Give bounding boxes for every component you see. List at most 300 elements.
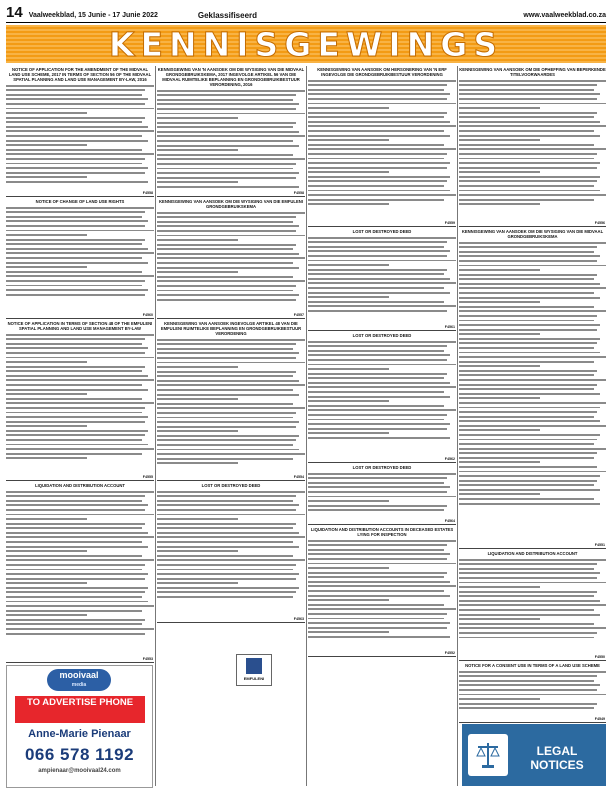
text-line (308, 509, 444, 511)
text-line (308, 553, 450, 555)
text-line (459, 388, 594, 390)
text-line (157, 564, 296, 566)
text-line (308, 241, 447, 243)
text-line (157, 235, 305, 237)
text-line (6, 98, 148, 100)
text-line (157, 371, 296, 373)
text-line (308, 162, 450, 164)
text-line (308, 581, 450, 583)
issue-date: Vaalweekblad, 15 Junie - 17 Junie 2022 (28, 12, 158, 19)
text-line (6, 347, 148, 349)
text-line (459, 320, 594, 322)
text-line (308, 350, 444, 352)
text-line (459, 180, 597, 182)
text-line (459, 489, 600, 491)
site-url[interactable]: www.vaalweekblad.co.za (523, 12, 606, 19)
legal-notice (308, 228, 456, 331)
text-line (308, 354, 450, 356)
text-line (459, 484, 594, 486)
legal-notice (308, 66, 456, 227)
notice-reference: F4559 (444, 221, 455, 225)
column-divider (306, 66, 307, 786)
text-line (308, 305, 456, 307)
text-line (157, 90, 305, 92)
notice-reference: F4558 (293, 191, 304, 195)
text-line (459, 684, 600, 686)
text-line (308, 496, 456, 498)
contact-email[interactable]: ampienaar@mooivaal24.com (38, 768, 121, 774)
text-line (157, 504, 299, 506)
text-line (6, 430, 148, 432)
text-line (6, 220, 148, 222)
notice-heading: LOST OR DESTROYED DEED (201, 483, 261, 488)
text-line (6, 172, 145, 174)
text-line (6, 121, 142, 123)
text-line (6, 591, 145, 593)
text-line (459, 586, 540, 588)
text-line (459, 242, 606, 244)
text-line (6, 230, 154, 232)
text-line (308, 121, 450, 123)
text-line (459, 379, 606, 381)
text-line (157, 299, 296, 301)
text-line (308, 139, 389, 141)
text-line (459, 356, 606, 358)
text-line (6, 546, 148, 548)
text-line (6, 407, 145, 409)
text-line (157, 417, 293, 419)
text-line (308, 386, 456, 388)
notice-reference: F4550 (594, 655, 605, 659)
text-line (308, 423, 450, 425)
text-line (6, 126, 148, 128)
text-line (459, 283, 600, 285)
notice-body-text (308, 80, 456, 206)
text-line (308, 505, 447, 507)
text-line (157, 495, 296, 497)
text-line (157, 244, 296, 246)
text-line (157, 239, 238, 241)
legal-notices-label: LEGAL NOTICES (530, 744, 584, 772)
text-line (157, 280, 305, 282)
text-line (157, 163, 296, 165)
text-line (157, 362, 305, 364)
notice-body-text (157, 212, 305, 301)
text-line (6, 402, 154, 404)
text-line (157, 573, 299, 575)
text-line (459, 352, 600, 354)
text-line (459, 707, 594, 709)
text-line (308, 237, 456, 239)
text-line (157, 135, 305, 137)
text-line (6, 94, 142, 96)
notice-body-text (157, 491, 305, 598)
text-line (459, 310, 606, 312)
text-line (308, 627, 447, 629)
text-line (459, 420, 600, 422)
legal-notice (459, 550, 606, 661)
legal-notice (459, 66, 606, 227)
notice-body-text (459, 80, 606, 206)
text-line (459, 278, 594, 280)
text-line (157, 225, 299, 227)
notice-body-text (459, 559, 606, 639)
text-line (6, 149, 142, 151)
text-line (6, 628, 154, 630)
text-line (459, 577, 597, 579)
text-line (308, 301, 444, 303)
text-line (157, 158, 305, 160)
notice-heading: NOTICE OF APPLICATION FOR THE AMENDMENT OF THE MIDVAAL LAND USE SCHEME, 2017 IN TERMS OF SECTION 56 OF THE MIDVAAL SPATIAL PLANNING AND LAND USE MANAGEMENT BY-LAW, 2016 (8, 67, 152, 82)
text-line (459, 246, 597, 248)
text-line (308, 185, 444, 187)
contact-phone[interactable]: 066 578 1192 (24, 745, 135, 764)
mooivaal-logo-sub: media (71, 682, 87, 688)
legal-notice (157, 320, 305, 481)
text-line (6, 582, 87, 584)
legal-notice (308, 332, 456, 463)
text-line (459, 80, 606, 82)
text-line (157, 444, 293, 446)
text-line (308, 255, 447, 257)
text-line (459, 637, 594, 639)
notice-heading: LIQUIDATION AND DISTRIBUTION ACCOUNT (487, 551, 578, 556)
text-line (6, 352, 145, 354)
emfuleni-logo-text: EMFULENI (243, 676, 265, 681)
mooivaal-logo-text: mooivaal (59, 670, 99, 680)
text-line (308, 359, 447, 361)
text-line (459, 199, 594, 201)
notice-body-text (308, 473, 456, 512)
text-line (459, 614, 600, 616)
text-line (6, 285, 142, 287)
text-line (6, 610, 142, 612)
text-line (459, 434, 600, 436)
text-line (308, 482, 444, 484)
text-line (459, 480, 597, 482)
text-line (459, 361, 594, 363)
text-line (459, 452, 597, 454)
banner-title: KENNISGEWINGS (108, 25, 504, 63)
legal-notice (459, 662, 606, 723)
text-line (6, 614, 87, 616)
text-line (6, 357, 154, 359)
notice-reference: F4560 (142, 313, 153, 317)
text-line (157, 140, 293, 142)
text-line (459, 623, 594, 625)
text-line (459, 342, 597, 344)
text-line (308, 84, 447, 86)
text-line (308, 608, 456, 610)
text-line (308, 112, 447, 114)
text-line (308, 292, 450, 294)
text-line (308, 282, 456, 284)
text-line (308, 260, 456, 262)
text-line (308, 269, 447, 271)
text-line (308, 544, 447, 546)
text-line (308, 89, 444, 91)
legal-notice (6, 198, 154, 319)
text-line (459, 148, 606, 150)
text-line (459, 135, 600, 137)
text-line (6, 509, 145, 511)
text-line (308, 405, 444, 407)
text-line (157, 339, 305, 341)
text-line (459, 609, 594, 611)
text-line (157, 154, 293, 156)
text-line (157, 536, 305, 538)
legal-notice (308, 464, 456, 525)
text-line (459, 176, 600, 178)
text-line (6, 421, 145, 423)
text-line (459, 675, 597, 677)
notice-body-text (308, 540, 456, 638)
text-line (6, 393, 87, 395)
text-line (6, 207, 154, 209)
notice-heading: NOTICE FOR A CONSENT USE IN TERMS OF A LAND USE SCHEME (465, 663, 600, 668)
text-line (459, 287, 606, 289)
text-line (308, 437, 450, 439)
text-line (6, 163, 142, 165)
text-line (308, 345, 447, 347)
text-line (459, 563, 597, 565)
text-line (459, 103, 606, 105)
text-line (6, 89, 145, 91)
notice-heading: NOTICE OF CHANGE OF LAND USE RIGHTS (35, 199, 125, 204)
text-line (6, 275, 154, 277)
text-line (6, 117, 145, 119)
text-line (6, 334, 154, 336)
mooivaal-logo (47, 669, 111, 691)
text-line (308, 203, 389, 205)
text-line (157, 491, 305, 493)
notice-heading: KENNISGEWING VAN AANSOEK OM HERSONERING VAN 'N ERF INGEVOLGE DIE GRONDGEBRUIKBESTUUR VERORDENING (317, 67, 447, 77)
advertise-banner: TO ADVERTISE PHONE (15, 696, 145, 723)
text-line (308, 409, 456, 411)
text-line (459, 618, 540, 620)
text-line (6, 453, 142, 455)
text-line (157, 285, 296, 287)
text-line (6, 605, 154, 607)
text-line (459, 333, 540, 335)
legal-notice (308, 526, 456, 657)
scales-of-justice-icon (468, 734, 508, 776)
notice-reference: F4554 (293, 475, 304, 479)
text-line (6, 130, 154, 132)
text-line (6, 262, 148, 264)
legal-notice (157, 198, 305, 319)
text-line (157, 113, 305, 115)
text-line (6, 444, 148, 446)
legal-notice (157, 482, 305, 623)
text-line (6, 633, 145, 635)
text-line (459, 374, 594, 376)
text-line (157, 290, 293, 292)
text-line (157, 430, 238, 432)
text-line (459, 595, 594, 597)
notice-reference: F4551 (594, 543, 605, 547)
text-line (308, 144, 444, 146)
text-line (459, 167, 597, 169)
text-line (6, 216, 142, 218)
notice-body-text (459, 242, 606, 505)
text-line (459, 397, 540, 399)
notice-body-text (459, 671, 606, 710)
text-line (308, 622, 450, 624)
text-line (459, 448, 606, 450)
text-line (157, 221, 293, 223)
text-line (459, 600, 600, 602)
notice-reference: F4557 (293, 313, 304, 317)
text-line (157, 168, 293, 170)
text-line (459, 269, 540, 271)
notice-reference: F4552 (444, 651, 455, 655)
text-line (308, 382, 450, 384)
notice-heading: KENNISGEWING VAN AANSOEK OM DIE WYSIGING VAN DIE EMFULENI GRONDGEBRUIKSKEMA (159, 199, 303, 209)
text-line (308, 368, 389, 370)
text-line (308, 377, 444, 379)
text-line (459, 604, 606, 606)
text-line (157, 582, 238, 584)
text-line (459, 84, 597, 86)
text-line (459, 329, 597, 331)
text-line (6, 234, 87, 236)
text-line (308, 278, 450, 280)
text-line (6, 176, 87, 178)
text-line (157, 591, 296, 593)
text-line (308, 116, 444, 118)
text-line (308, 364, 456, 366)
text-line (308, 400, 389, 402)
page-number: 14 (6, 4, 23, 21)
text-line (157, 435, 299, 437)
text-line (459, 471, 606, 473)
mooivaal-media-ad[interactable] (6, 665, 153, 788)
text-line (157, 384, 305, 386)
notice-body-text (6, 207, 154, 296)
text-line (459, 89, 594, 91)
text-line (157, 403, 293, 405)
emfuleni-logo (236, 654, 272, 686)
text-line (459, 416, 594, 418)
text-line (459, 680, 594, 682)
text-line (308, 391, 444, 393)
text-line (308, 419, 444, 421)
text-line (308, 540, 456, 542)
text-line (308, 428, 447, 430)
text-line (459, 694, 606, 696)
text-line (308, 264, 389, 266)
text-line (157, 596, 293, 598)
notice-reference: F4556 (594, 221, 605, 225)
text-line (6, 289, 148, 291)
text-line (459, 425, 606, 427)
text-line (459, 203, 540, 205)
notice-reference: F4549 (594, 717, 605, 721)
text-line (459, 407, 600, 409)
notice-heading: LOST OR DESTROYED DEED (352, 229, 412, 234)
text-line (6, 601, 148, 603)
text-line (157, 380, 299, 382)
text-line (6, 457, 87, 459)
text-line (157, 145, 299, 147)
text-line (308, 549, 444, 551)
emfuleni-crest-icon (246, 658, 262, 674)
section-name: Geklassifiseerd (197, 11, 258, 20)
text-line (459, 370, 597, 372)
text-line (459, 301, 540, 303)
text-line (308, 486, 450, 488)
text-line (6, 518, 87, 520)
text-line (6, 523, 145, 525)
text-line (308, 567, 389, 569)
text-line (157, 257, 305, 259)
text-line (157, 216, 296, 218)
notice-heading: NOTICE OF APPLICATION IN TERMS OF SECTION 48 OF THE EMFULENI SPATIAL PLANNING AND LAND USE MANAGEMENT BY-LAW (7, 321, 153, 331)
text-line (459, 190, 600, 192)
text-line (308, 103, 456, 105)
text-line (6, 532, 148, 534)
text-line (157, 267, 299, 269)
text-line (459, 698, 540, 700)
text-line (157, 172, 299, 174)
text-line (6, 108, 154, 110)
text-line (459, 503, 600, 505)
text-line (157, 587, 299, 589)
text-line (308, 558, 447, 560)
text-line (6, 564, 145, 566)
text-line (157, 294, 299, 296)
text-line (308, 491, 447, 493)
text-line (6, 550, 87, 552)
notice-heading: KENNISGEWING VAN 'N AANSOEK OM DIE WYSIGING VAN DIE MIDVAAL GRONDGEBRUIKSKEMA, 2017 INGEVOLGE ARTIKEL 56 VAN DIE MIDVAAL RUIMTELIKE BEPLANNING EN GRONDGEBRUIKBESTUUR VERORDENING, 2016 (157, 67, 305, 87)
notice-reference: F4562 (444, 457, 455, 461)
notice-reference: F4564 (444, 519, 455, 523)
text-line (6, 596, 142, 598)
text-line (157, 518, 238, 520)
text-line (308, 296, 389, 298)
text-line (459, 475, 600, 477)
text-line (459, 461, 540, 463)
text-line (6, 140, 148, 142)
text-line (157, 389, 293, 391)
text-line (6, 266, 87, 268)
text-line (6, 243, 142, 245)
text-line (459, 144, 594, 146)
text-line (459, 306, 594, 308)
text-line (6, 225, 145, 227)
text-line (157, 366, 238, 368)
notice-heading: LIQUIDATION AND DISTRIBUTION ACCOUNTS IN DECEASED ESTATES LYING FOR INSPECTION (310, 527, 454, 537)
text-line (459, 116, 594, 118)
text-line (459, 251, 594, 253)
text-line (157, 550, 238, 552)
text-line (157, 375, 293, 377)
notice-heading: LOST OR DESTROYED DEED (352, 465, 412, 470)
text-line (6, 338, 145, 340)
text-line (6, 425, 87, 427)
text-line (308, 148, 456, 150)
text-line (308, 604, 444, 606)
text-line (308, 98, 447, 100)
text-line (308, 473, 456, 475)
text-line (308, 158, 444, 160)
text-line (459, 443, 594, 445)
legal-notice (6, 320, 154, 481)
text-line (6, 144, 87, 146)
text-line (157, 509, 296, 511)
notice-heading: LOST OR DESTROYED DEED (352, 333, 412, 338)
